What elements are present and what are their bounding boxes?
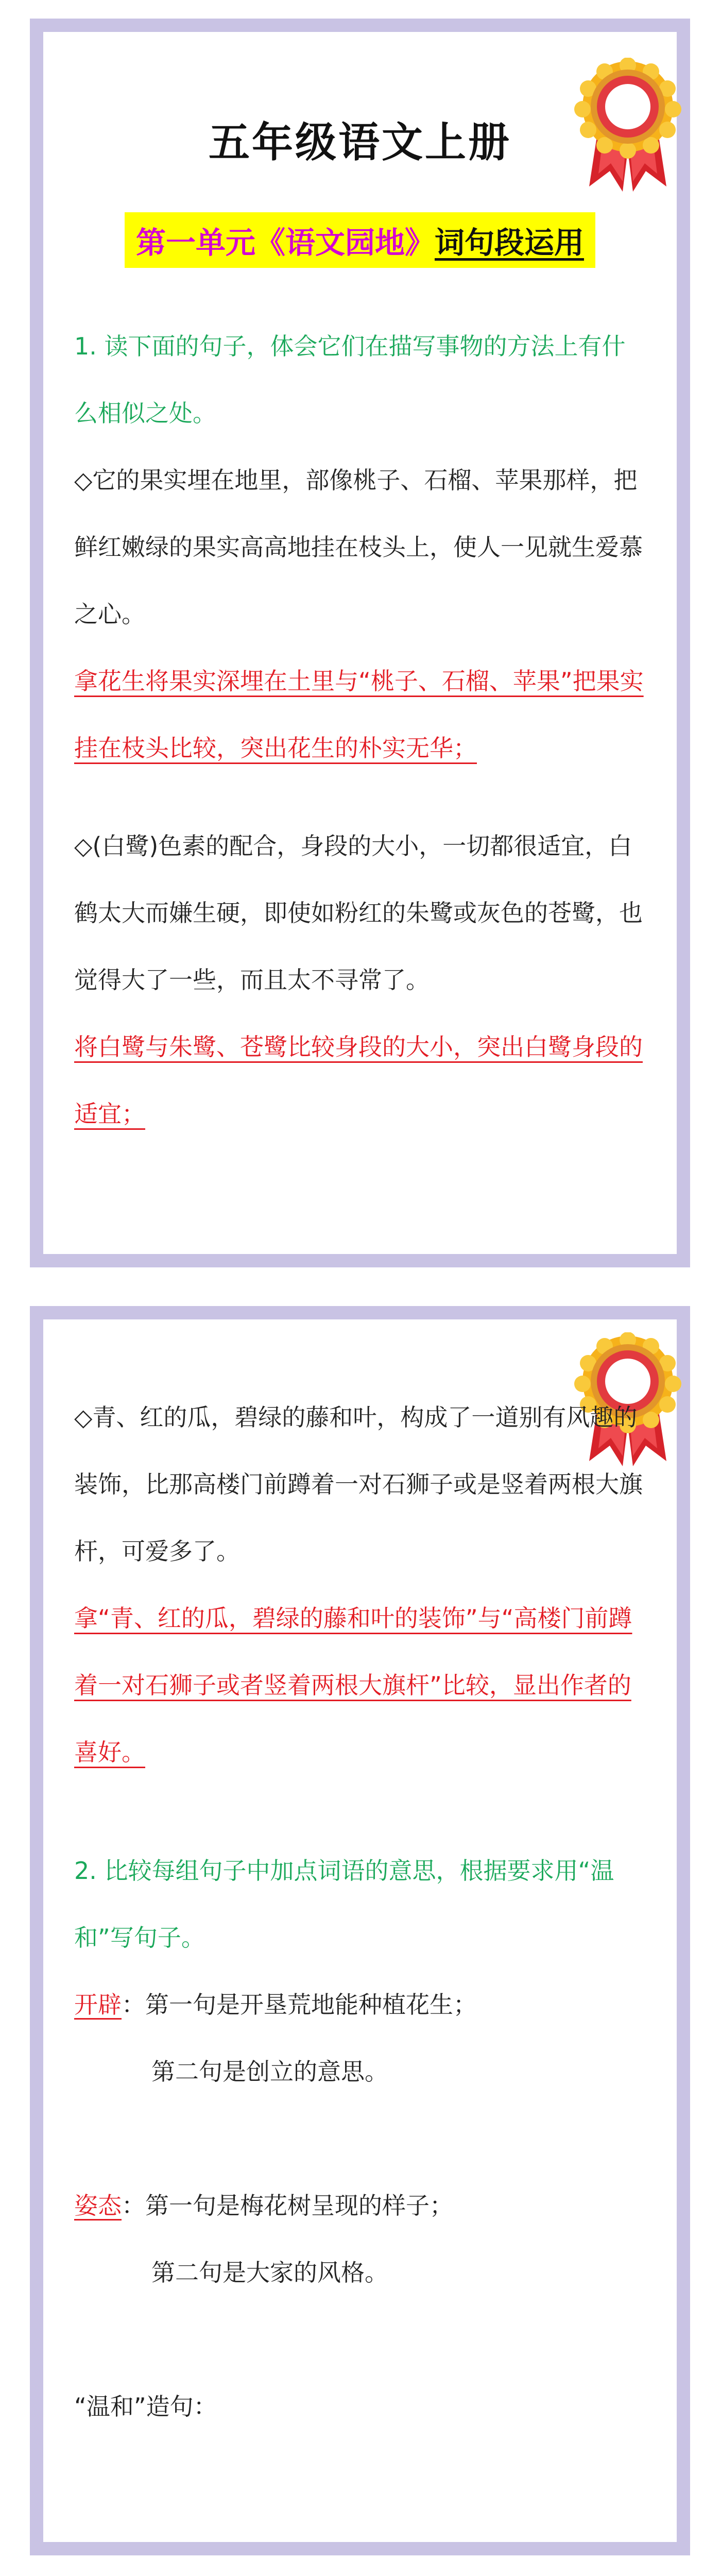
word-zitai: 姿态：第一句是梅花树呈现的样子； bbox=[74, 2192, 453, 2219]
answer-melon: 拿“青、红的瓜，碧绿的藤和叶的装饰”与“高楼门前蹲着一对石狮子或者竖着两根大旗杆”比较，显出作者的喜好。 bbox=[74, 1604, 632, 1766]
doc-title: 五年级语文上册 bbox=[209, 118, 511, 166]
word-zitai-meaning-2: 第二句是大家的风格。 bbox=[151, 2259, 388, 2286]
question-2: 2. 比较每组句子中加点词语的意思，根据要求用“温和”写句子。 bbox=[74, 1857, 614, 1952]
word-kaipi-meaning-2: 第二句是创立的意思。 bbox=[151, 2058, 388, 2086]
page-1 bbox=[30, 19, 690, 1267]
keyword-kaipi: 开辟 bbox=[74, 1991, 122, 2019]
answer-egret: 将白鹭与朱鹭、苍鹭比较身段的大小，突出白鹭身段的适宜； bbox=[74, 1033, 643, 1128]
sentence-melon: ◇青、红的瓜，碧绿的藤和叶，构成了一道别有风趣的装饰，比那高楼门前蹲着一对石狮子或是竖着两根大旗杆，可爱多了。 bbox=[74, 1403, 643, 1565]
wenhe-prompt: “温和”造句： bbox=[74, 2393, 217, 2420]
doc-subtitle bbox=[43, 212, 677, 268]
page-2 bbox=[30, 1306, 690, 2555]
sentence-egret: ◇(白鹭)色素的配合，身段的大小，一切都很适宜，白鹤太大而嫌生硬，即使如粉红的朱鹭或灰色的苍鹭，也觉得大了一些，而且太不寻常了。 bbox=[74, 832, 643, 994]
subtitle-topic: 词句段运用 bbox=[435, 225, 585, 260]
keyword-zitai: 姿态 bbox=[74, 2192, 122, 2219]
answer-peanut: 拿花生将果实深埋在土里与“桃子、石榴、苹果”把果实挂在枝头比较，突出花生的朴实无华； bbox=[74, 667, 644, 762]
subtitle-unit: 第一单元《语文园地》 bbox=[135, 225, 435, 260]
sentence-peanut: ◇它的果实埋在地里，部像桃子、石榴、苹果那样，把鲜红嫩绿的果实高高地挂在枝头上，使人一见就生爱慕之心。 bbox=[74, 466, 643, 628]
question-1: 1. 读下面的句子，体会它们在描写事物的方法上有什么相似之处。 bbox=[74, 332, 626, 427]
word-kaipi: 开辟：第一句是开垦荒地能种植花生； bbox=[74, 1991, 477, 2019]
